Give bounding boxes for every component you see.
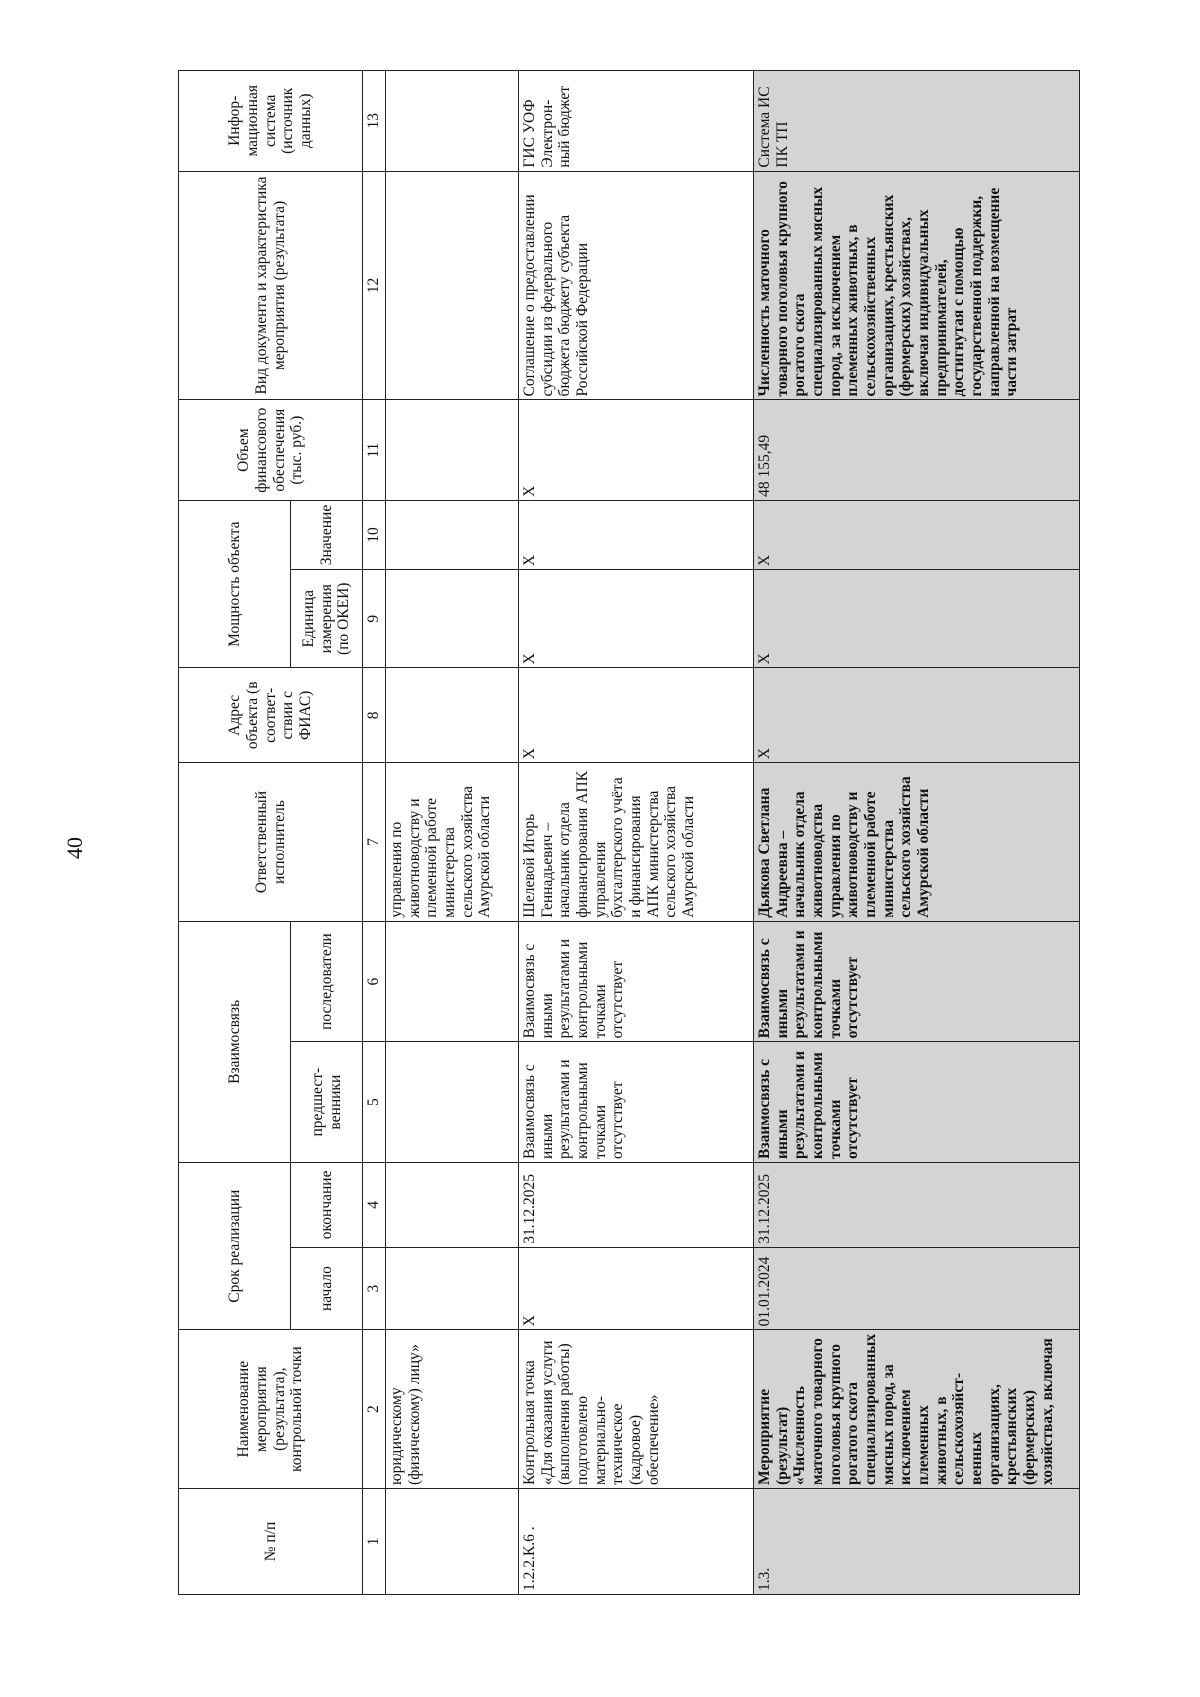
column-number: 1 [363, 1488, 386, 1594]
cell-predecessors: Взаимосвязь с иными результатами и контрольными точками отсутствует [754, 1042, 1080, 1163]
cell-successors: Взаимосвязь с иными результатами и контрольными точками отсутствует [519, 921, 754, 1042]
cell-successors [386, 921, 519, 1042]
header-successors: последователи [291, 921, 363, 1042]
cell-unit: Х [754, 570, 1080, 668]
cell-info-system: Система ИС ПК ТП [754, 71, 1080, 172]
column-number: 5 [363, 1042, 386, 1163]
cell-document: Численность маточного товарного поголовья крупного рогатого скота специализированных мясных пород, за исключением племенных животных, в сельскохозяйственных организациях, крестьянских (фермерских) хозяйствах, включая индивидуальных предпринимателей, достигнутая с помощью государственной поддержки, направленной на возмещение части затрат [754, 171, 1080, 400]
header-number: № п/п [179, 1488, 363, 1594]
cell-document: Соглашение о предоставлении субсидии из федерального бюджета бюджету субъекта Российской Федерации [519, 171, 754, 400]
plan-table [178, 70, 1080, 1595]
cell-finance [386, 400, 519, 500]
cell-address [386, 668, 519, 763]
cell-value: Х [519, 500, 754, 569]
header-srok: Срок реализации [179, 1162, 291, 1329]
column-number: 10 [363, 500, 386, 569]
header-executor: Ответственный исполнитель [179, 763, 363, 922]
cell-executor: Шелевой Игорь Геннадьевич – начальник отдела финансирования АПК управления бухгалтерского учёта и финансирования АПК министерства сельского хозяйства Амурской области [519, 763, 754, 922]
column-number: 11 [363, 400, 386, 500]
column-number: 6 [363, 921, 386, 1042]
table-row [754, 71, 1080, 1595]
header-value: Значение [291, 500, 363, 569]
cell-successors: Взаимосвязь с иными результатами и контрольными точками отсутствует [754, 921, 1080, 1042]
table-row [386, 71, 519, 1595]
cell-address: Х [519, 668, 754, 763]
cell-end: 31.12.2025 [754, 1162, 1080, 1247]
cell-number [386, 1488, 519, 1594]
header-end: окончание [291, 1162, 363, 1247]
header-info-system: Инфор-мационная система (источник данных) [179, 71, 363, 172]
header-start: начало [291, 1247, 363, 1330]
header-name: Наименование мероприятия (результата), контрольной точки [179, 1330, 363, 1489]
cell-end [386, 1162, 519, 1247]
cell-value: Х [754, 500, 1080, 569]
cell-predecessors [386, 1042, 519, 1163]
column-number: 7 [363, 763, 386, 922]
column-number: 9 [363, 570, 386, 668]
column-number: 8 [363, 668, 386, 763]
header-address: Адрес объекта (в соответ-ствии с ФИАС) [179, 668, 363, 763]
cell-name: Мероприятие (результат) «Численность маточного товарного поголовья крупного рогатого скота специализированных мясных пород, за исключением племенных животных, в сельскохозяйст-венных организациях, крестьянских (фермерских) хозяйствах, включая [754, 1330, 1080, 1489]
cell-predecessors: Взаимосвязь с иными результатами и контрольными точками отсутствует [519, 1042, 754, 1163]
cell-name: юридическому (физическому) лицу» [386, 1330, 519, 1489]
cell-start: 01.01.2024 [754, 1247, 1080, 1330]
cell-start: Х [519, 1247, 754, 1330]
cell-number: 1.2.2.К.6 . [519, 1488, 754, 1594]
cell-executor: управления по животноводству и племенной работе министерства сельского хозяйства Амурской области [386, 763, 519, 922]
cell-info-system [386, 71, 519, 172]
cell-finance: 48 155,49 [754, 400, 1080, 500]
cell-document [386, 171, 519, 400]
cell-name: Контрольная точка «Для оказания услуги (выполнения работы) подготовлено материально-техническое (кадровое) обеспечение» [519, 1330, 754, 1489]
cell-finance: Х [519, 400, 754, 500]
column-numbers-row [363, 71, 386, 1595]
cell-end: 31.12.2025 [519, 1162, 754, 1247]
column-number: 13 [363, 71, 386, 172]
cell-start [386, 1247, 519, 1330]
header-finance: Объем финансового обеспечения (тыс. руб.) [179, 400, 363, 500]
cell-address: Х [754, 668, 1080, 763]
header-moshch: Мощность объекта [179, 500, 291, 667]
cell-value [386, 500, 519, 569]
page-number: 40 [62, 837, 87, 859]
cell-number: 1.3. [754, 1488, 1080, 1594]
column-number: 2 [363, 1330, 386, 1489]
header-document: Вид документа и характеристика мероприятия (результата) [179, 171, 363, 400]
cell-info-system: ГИС УОФ Электрон-ный бюджет [519, 71, 754, 172]
column-number: 12 [363, 171, 386, 400]
column-number: 3 [363, 1247, 386, 1330]
header-vzaim: Взаимосвязь [179, 921, 291, 1162]
cell-executor: Дьякова Светлана Андреевна – начальник отдела животноводства управления по животноводству и племенной работе министерства сельского хозяйства Амурской области [754, 763, 1080, 922]
header-row-1 [179, 71, 291, 1595]
rotated-table-wrapper [178, 70, 1200, 1595]
column-number: 4 [363, 1162, 386, 1247]
cell-unit: Х [519, 570, 754, 668]
cell-unit [386, 570, 519, 668]
header-unit: Единица измерения (по ОКЕИ) [291, 570, 363, 668]
table-row [519, 71, 754, 1595]
header-predecessors: предшест-венники [291, 1042, 363, 1163]
